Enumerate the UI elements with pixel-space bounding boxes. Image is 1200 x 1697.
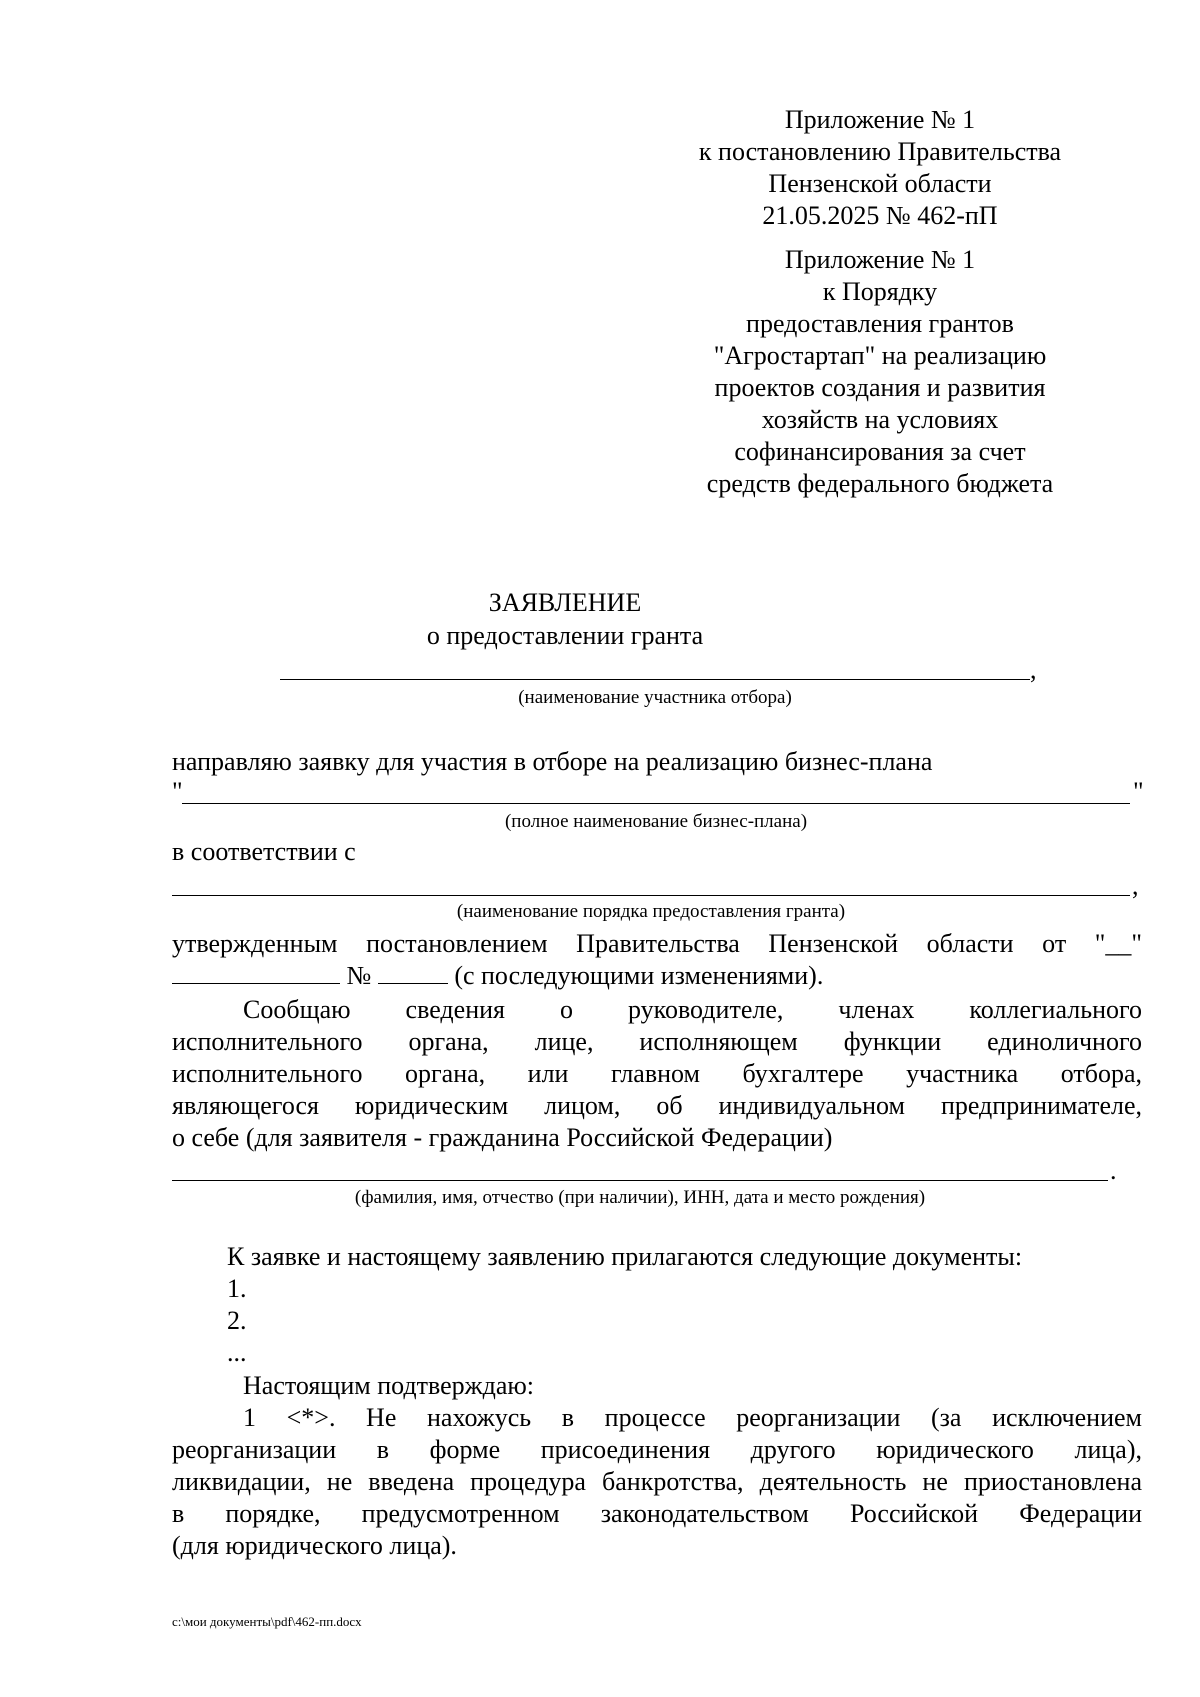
participant-hint: (наименование участника отбора) <box>518 687 792 708</box>
procedure-name-line <box>172 895 1130 896</box>
header-line: софинансирования за счет <box>734 437 1026 466</box>
header-line: проектов создания и развития <box>714 373 1046 402</box>
business-plan-name-line <box>182 803 1130 804</box>
confirmation-line-last: (для юридического лица). <box>172 1531 457 1560</box>
document-item: ... <box>227 1338 247 1367</box>
info-line: Сообщаю сведения о руководителе, членах коллегиального <box>243 995 1142 1024</box>
number-sign: № <box>346 961 372 990</box>
person-details-line <box>172 1180 1108 1181</box>
header-line: Пензенской области <box>768 169 992 198</box>
approved-tail: (с последующими изменениями). <box>454 961 824 990</box>
participant-line-comma: , <box>1030 655 1037 684</box>
header-line: Приложение № 1 <box>784 245 976 274</box>
appendix-header-procedure <box>650 244 1110 500</box>
person-details-hint: (фамилия, имя, отчество (при наличии), ИНН, дата и место рождения) <box>354 1187 926 1208</box>
business-plan-hint: (полное наименование бизнес-плана) <box>504 811 808 832</box>
confirmation-line: 1 <*>. Не нахожусь в процессе реорганизации (за исключением <box>243 1403 1142 1432</box>
documents-intro: К заявке и настоящему заявлению прилагаются следующие документы: <box>227 1242 1023 1271</box>
date-blank <box>172 961 340 984</box>
document-subtitle: о предоставлении гранта <box>426 621 704 650</box>
confirmation-intro: Настоящим подтверждаю: <box>243 1371 535 1400</box>
document-title: ЗАЯВЛЕНИЕ <box>488 588 642 617</box>
header-line: хозяйств на условиях <box>761 405 999 434</box>
number-blank <box>378 961 448 984</box>
info-line-last: о себе (для заявителя - гражданина Российской Федерации) <box>172 1123 833 1152</box>
header-line: 21.05.2025 № 462-пП <box>762 201 998 230</box>
header-line: средств федерального бюджета <box>706 469 1054 498</box>
in-accordance-text: в соответствии с <box>172 837 356 866</box>
confirmation-line: реорганизации в форме присоединения другого юридического лица), <box>172 1435 1142 1464</box>
footer-file-path: c:\мои документы\pdf\462-пп.docx <box>172 1614 362 1629</box>
document-item: 1. <box>227 1274 247 1303</box>
header-line: предоставления грантов <box>746 309 1014 338</box>
confirmation-line: в порядке, предусмотренном законодательством Российской Федерации <box>172 1499 1142 1528</box>
quote-close: " <box>1133 777 1144 806</box>
procedure-line-comma: , <box>1132 871 1139 900</box>
person-line-period: . <box>1110 1156 1117 1185</box>
send-application-text: направляю заявку для участия в отборе на реализацию бизнес-плана <box>172 747 933 776</box>
header-line: "Агростартап" на реализацию <box>713 341 1047 370</box>
appendix-header-resolution <box>650 104 1110 232</box>
procedure-hint: (наименование порядка предоставления гранта) <box>456 901 846 922</box>
quote-open: " <box>172 777 183 806</box>
participant-name-line <box>280 679 1030 680</box>
document-item: 2. <box>227 1306 247 1335</box>
header-line: Приложение № 1 <box>784 105 976 134</box>
header-line: к постановлению Правительства <box>698 137 1062 166</box>
header-line: к Порядку <box>822 277 938 306</box>
info-line: исполнительного органа, или главном бухгалтере участника отбора, <box>172 1059 1142 1088</box>
approved-date-number-row <box>172 960 823 992</box>
approved-by-text: утвержденным постановлением Правительства Пензенской области от "__" <box>172 929 1142 958</box>
info-line: являющегося юридическим лицом, об индивидуальном предпринимателе, <box>172 1091 1142 1120</box>
confirmation-line: ликвидации, не введена процедура банкротства, деятельность не приостановлена <box>172 1467 1142 1496</box>
info-line: исполнительного органа, лице, исполняющем функции единоличного <box>172 1027 1142 1056</box>
